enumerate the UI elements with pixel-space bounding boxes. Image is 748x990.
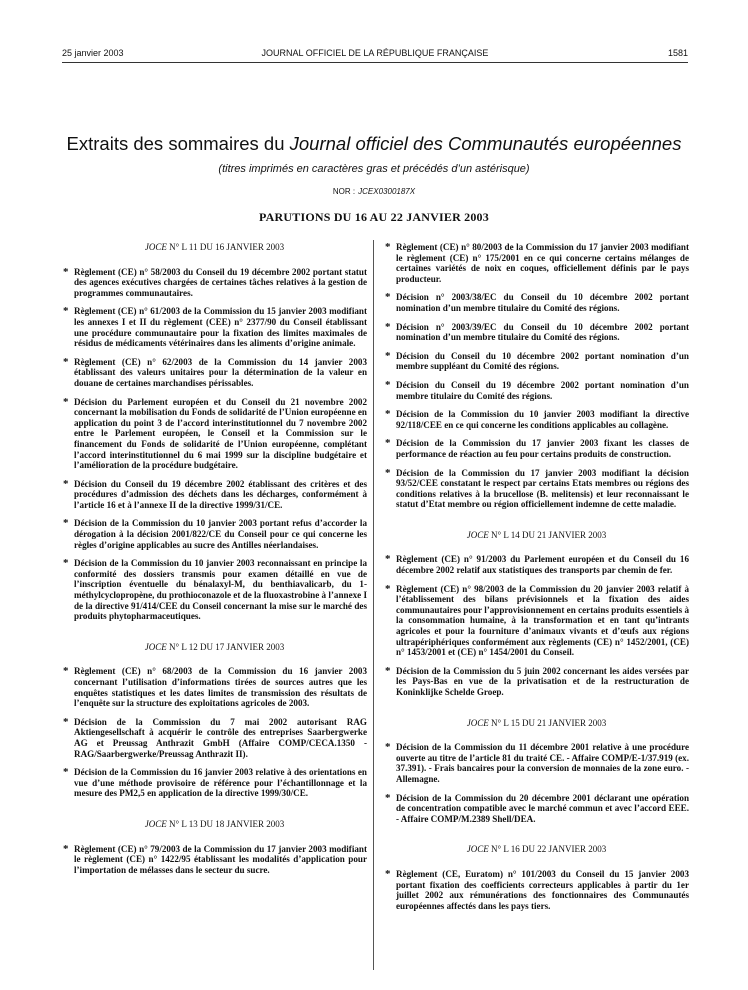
- section-joce: JOCE: [144, 818, 167, 829]
- item-text: Règlement (CE) n° 79/2003 de la Commission du 17 janvier 2003 modifiant le règlement (CE) n° 1422/95 établissant les modalités d’application pour l’importation de mélasses dans le secteur du sucre.: [74, 843, 367, 875]
- section-heading-l11: [62, 242, 367, 253]
- asterisk-bullet: *: [385, 320, 391, 333]
- list-l14: [384, 554, 689, 697]
- item-text: Décision de la Commission du 16 janvier 2003 relative à des orientations en vue d’une méthode provisoire de référence pour l’échantillonnage et la mesure des PM2,5 en application de la directive 1999/30/CE.: [74, 767, 367, 799]
- page-header: [62, 48, 688, 62]
- section-heading-l12: [62, 642, 367, 653]
- asterisk-bullet: *: [63, 355, 69, 368]
- list-item: [62, 844, 367, 876]
- asterisk-bullet: *: [385, 553, 391, 566]
- item-text: Décision du Conseil du 19 décembre 2002 établissant des critères et des procédures d’admission des déchets dans les décharges, conformément à l’article 16 et à l’annexe II de la directive 1999/31/CE.: [74, 478, 367, 510]
- item-text: Décision du Conseil du 19 décembre 2002 portant nomination d’un membre titulaire du Comité des régions.: [396, 379, 689, 401]
- list-item: [62, 767, 367, 799]
- asterisk-bullet: *: [63, 557, 69, 570]
- list-item: [384, 242, 689, 284]
- list-l11: [62, 267, 367, 622]
- asterisk-bullet: *: [63, 265, 69, 278]
- section-title: N° L 12 DU 17 JANVIER 2003: [168, 641, 285, 652]
- asterisk-bullet: *: [63, 766, 69, 779]
- list-item: [384, 468, 689, 510]
- section-heading-l13: [62, 819, 367, 830]
- list-item: [384, 666, 689, 698]
- asterisk-bullet: *: [385, 867, 391, 880]
- column-divider: [373, 240, 374, 970]
- item-text: Règlement (CE) n° 80/2003 de la Commission du 17 janvier 2003 modifiant le règlement (CE) n° 175/2001 en ce qui concerne certains mélanges de certaines variétés de noix en coques, officiellement définis par le pays producteur.: [396, 242, 689, 284]
- item-text: Décision de la Commission du 10 janvier 2003 reconnaissant en principe la conformité des dossiers transmis pour examen détaillé en vue de l’inscription éventuelle du bénalaxyl-M, du benthiavalicarb, du 1-méthylcyclopropène, du prothioconazole et de la fluoxastrobine à l’annexe I de la directive 91/414/CEE du Conseil concernant la mise sur le marché des produits phytopharmaceutiques.: [74, 558, 368, 622]
- list-l15: [384, 742, 689, 824]
- item-text: Décision de la Commission du 17 janvier 2003 fixant les classes de performance de réaction au feu pour certains produits de construction.: [396, 438, 689, 459]
- page-subtitle: (titres imprimés en caractères gras et précédés d’un astérisque): [218, 163, 530, 175]
- item-text: Règlement (CE) n° 91/2003 du Parlement européen et du Conseil du 16 décembre 2002 relatif aux statistiques des transports par chemin de fer.: [396, 554, 689, 576]
- item-text: Décision de la Commission du 5 juin 2002 concernant les aides versées par les Pays-Bas en vue de la privatisation et de la restructuration de Koninklijke Schelde Groep.: [396, 665, 689, 697]
- item-text: Décision du Conseil du 10 décembre 2002 portant nomination d’un membre suppléant du Comité des régions.: [396, 350, 689, 372]
- list-item: [62, 397, 367, 471]
- page-title: [0, 133, 748, 155]
- section-title: N° L 11 DU 16 JANVIER 2003: [169, 242, 285, 252]
- item-text: Décision du Parlement européen et du Conseil du 21 novembre 2002 concernant la mobilisation du Fonds de solidarité de l’Union européenne en application du point 3 de l’accord interinstitutionnel du 7 novembre 2002 entre le Parlement européen, le Conseil et la Commission sur le financement du Fonds de solidarité de l’Union européenne, complétant l’accord interinstitutionnel du 6 mai 1999 sur la discipline budgétaire et l’amélioration de la procédure budgétaire.: [74, 396, 367, 471]
- item-text: Règlement (CE) n° 62/2003 de la Commission du 14 janvier 2003 établissant des valeurs unitaires pour la détermination de la valeur en douane de certaines marchandises périssables.: [74, 356, 367, 388]
- list-item: [384, 380, 689, 401]
- item-text: Décision de la Commission du 7 mai 2002 autorisant RAG Aktiengesellschaft à acquérir le contrôle des entreprises Saarbergwerke AG et Preussag Anthrazit GmbH (Affaire COMP/CECA.1350 - RAG/Saarbergwerke/Preussag Anthrazit II).: [74, 716, 367, 759]
- section-title: N° L 16 DU 22 JANVIER 2003: [490, 844, 607, 855]
- list-item: [384, 292, 689, 313]
- list-item: [384, 351, 689, 372]
- list-l13-continued: [384, 242, 689, 510]
- list-item: [384, 554, 689, 575]
- section-joce: JOCE: [144, 242, 167, 252]
- asterisk-bullet: *: [385, 582, 391, 595]
- section-heading-l14: [384, 530, 689, 541]
- list-item: [384, 869, 689, 911]
- left-column: [62, 242, 367, 883]
- list-item: [384, 584, 689, 658]
- list-l13: [62, 844, 367, 876]
- section-title: N° L 15 DU 21 JANVIER 2003: [490, 717, 607, 728]
- asterisk-bullet: *: [63, 715, 69, 728]
- right-column: [384, 242, 689, 919]
- list-item: [62, 717, 367, 759]
- list-item: [384, 409, 689, 430]
- asterisk-bullet: *: [63, 477, 69, 490]
- header-date: 25 janvier 2003: [62, 48, 124, 58]
- list-item: [384, 793, 689, 825]
- list-l12: [62, 666, 367, 799]
- list-item: [62, 306, 367, 348]
- list-item: [62, 666, 367, 708]
- header-journal-title: JOURNAL OFFICIEL DE LA RÉPUBLIQUE FRANÇAISE: [261, 48, 489, 58]
- asterisk-bullet: *: [385, 291, 391, 304]
- header-rule: [62, 62, 688, 63]
- asterisk-bullet: *: [385, 466, 391, 479]
- list-item: [62, 518, 367, 550]
- list-item: [384, 742, 689, 784]
- section-title: N° L 13 DU 18 JANVIER 2003: [168, 818, 285, 829]
- parutions-heading: PARUTIONS DU 16 AU 22 JANVIER 2003: [259, 210, 489, 224]
- item-text: Décision n° 2003/39/EC du Conseil du 10 décembre 2002 portant nomination d’un membre titulaire du Comité des régions.: [396, 321, 689, 343]
- list-item: [384, 438, 689, 459]
- item-text: Règlement (CE) n° 98/2003 de la Commission du 20 janvier 2003 relatif à l’établissement des bilans prévisionnels et la fixation des aides communautaires pour l’approvisionnement en certains produits essentiels à la consommation humaine, à la transformation et en tant qu’intrants agricoles et pour la fourniture d’animaux vivants et d’œufs aux régions ultrapériphériques conformément aux règlements (CE) n° 1452/2001, (CE) n° 1453/2001 et (CE) n° 1454/2001 du Conseil.: [396, 583, 689, 658]
- nor-value: JCEX0300187X: [358, 187, 416, 196]
- section-joce: JOCE: [466, 529, 489, 540]
- item-text: Règlement (CE, Euratom) n° 101/2003 du Conseil du 15 janvier 2003 portant fixation des coefficients correcteurs applicables à partir du 1er juillet 2002 aux rémunérations des fonctionnaires des Communautés européennes affectés dans les pays tiers.: [396, 868, 689, 911]
- title-part2: Journal officiel des Communautés européennes: [289, 133, 682, 154]
- item-text: Règlement (CE) n° 68/2003 de la Commission du 16 janvier 2003 concernant l’utilisation d’informations tirées de sources autres que les enquêtes statistiques et les dates limites de transmission des résultats de l’enquête sur la structure des exploitations agricoles de 2003.: [74, 666, 367, 709]
- item-text: Règlement (CE) n° 58/2003 du Conseil du 19 décembre 2002 portant statut des agences exécutives chargées de certaines tâches relatives à la gestion de programmes communautaires.: [74, 266, 367, 298]
- asterisk-bullet: *: [385, 741, 391, 754]
- list-item: [62, 357, 367, 389]
- asterisk-bullet: *: [385, 378, 391, 391]
- section-title: N° L 14 DU 21 JANVIER 2003: [490, 529, 607, 540]
- item-text: Décision de la Commission du 10 janvier 2003 modifiant la directive 92/118/CEE en ce qui concerne les conditions applicables au collagène.: [396, 409, 689, 430]
- section-joce: JOCE: [466, 844, 489, 855]
- asterisk-bullet: *: [385, 408, 391, 421]
- asterisk-bullet: *: [63, 395, 69, 408]
- asterisk-bullet: *: [385, 664, 391, 677]
- list-item: [62, 558, 367, 622]
- list-item: [62, 479, 367, 511]
- asterisk-bullet: *: [63, 665, 69, 678]
- asterisk-bullet: *: [63, 517, 69, 530]
- item-text: Décision n° 2003/38/EC du Conseil du 10 décembre 2002 portant nomination d’un membre titulaire du Comité des régions.: [396, 292, 689, 313]
- item-text: Décision de la Commission du 11 décembre 2001 relative à une procédure ouverte au titre de l’article 81 du traité CE. - Affaire COMP/E-1/37.919 (ex. 37.391). - Frais bancaires pour la conversion de monnaies de la zone euro. - Allemagne.: [396, 742, 689, 784]
- asterisk-bullet: *: [63, 842, 69, 855]
- item-text: Décision de la Commission du 20 décembre 2001 déclarant une opération de concentration compatible avec le marché commun et avec l’accord EEE. - Affaire COMP/M.2389 Shell/DEA.: [396, 792, 689, 824]
- list-item: [384, 322, 689, 343]
- asterisk-bullet: *: [385, 349, 391, 362]
- section-joce: JOCE: [466, 717, 489, 728]
- asterisk-bullet: *: [385, 791, 391, 804]
- item-text: Décision de la Commission du 10 janvier 2003 portant refus d’accorder la dérogation à la décision 2001/822/CE du Conseil pour ce qui concerne les règles d’origine applicables au sucre des Antilles néerlandaises.: [74, 518, 367, 550]
- item-text: Règlement (CE) n° 61/2003 de la Commission du 15 janvier 2003 modifiant les annexes I et II du règlement (CEE) n° 2377/90 du Conseil établissant une procédure communautaire pour la fixation des limites maximales de résidus de médicaments vétérinaires dans les aliments d’origine animale.: [74, 306, 367, 349]
- section-heading-l16: [384, 844, 689, 855]
- section-heading-l15: [384, 718, 689, 729]
- header-page-number: 1581: [667, 48, 688, 58]
- asterisk-bullet: *: [63, 305, 69, 318]
- item-text: Décision de la Commission du 17 janvier 2003 modifiant la décision 93/52/CEE constatant le respect par certains Etats membres ou régions des conditions relatives à la brucellose (B. melitensis) et leur reconnaissant le statut d’Etat membre ou région officiellement indemne de cette maladie.: [396, 467, 689, 510]
- list-item: [62, 267, 367, 299]
- asterisk-bullet: *: [385, 437, 391, 450]
- nor-label: NOR :: [332, 187, 356, 196]
- list-l16: [384, 869, 689, 911]
- asterisk-bullet: *: [385, 241, 391, 253]
- section-joce: JOCE: [144, 641, 167, 652]
- nor-reference: [0, 187, 748, 196]
- title-part1: Extraits des sommaires du: [66, 133, 290, 154]
